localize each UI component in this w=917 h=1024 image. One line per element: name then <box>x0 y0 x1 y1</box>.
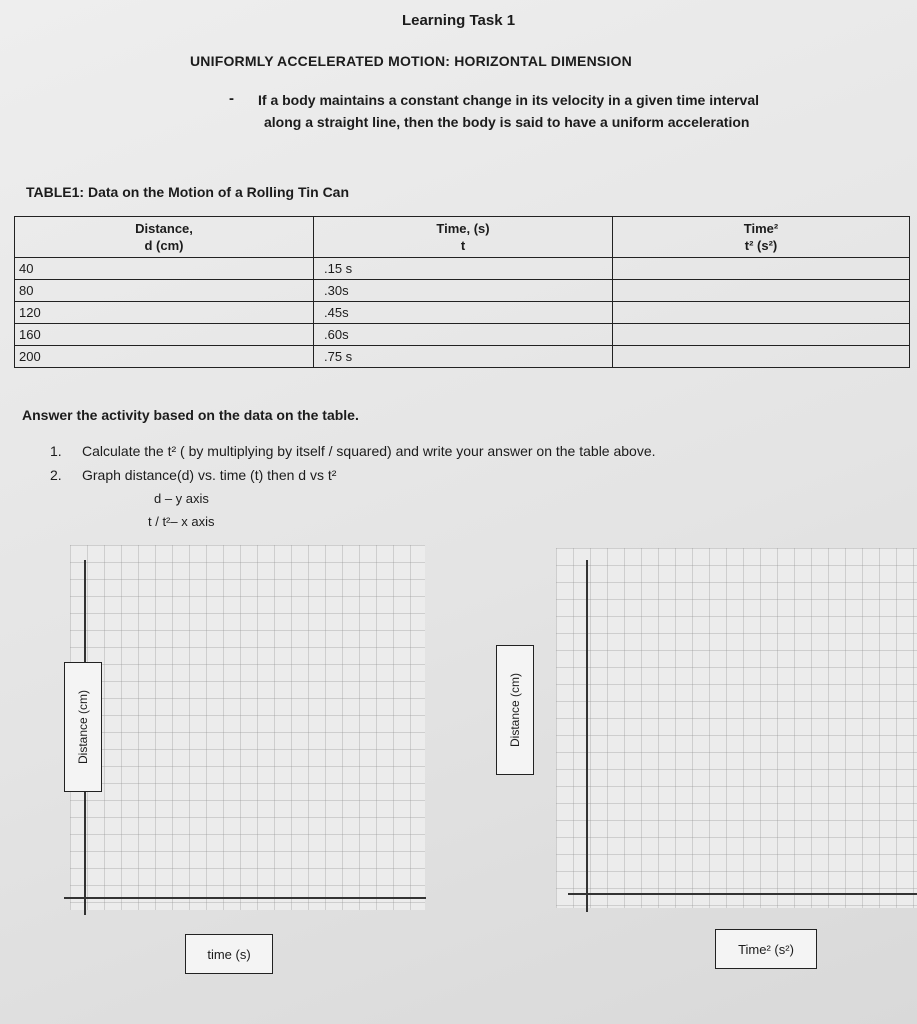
graph-1-y-label: Distance (cm) <box>76 689 91 765</box>
main-heading: UNIFORMLY ACCELERATED MOTION: HORIZONTAL DIMENSION <box>190 53 632 69</box>
bullet-dash: - <box>229 90 234 107</box>
graph-2-y-axis <box>586 560 588 912</box>
header-distance <box>15 217 314 258</box>
cell-time-squared[interactable] <box>613 280 910 302</box>
graph-2-y-label: Distance (cm) <box>508 672 523 748</box>
graph-2-y-label-box <box>496 645 534 775</box>
graph-2-x-label-box <box>715 929 817 969</box>
graph-2-x-label: Time² (s²) <box>738 941 794 957</box>
cell-time-squared[interactable] <box>613 346 910 368</box>
graph-1-y-label-box <box>64 662 102 792</box>
data-table <box>14 216 910 368</box>
cell-time-squared[interactable] <box>613 324 910 346</box>
task-title: Learning Task 1 <box>401 12 516 29</box>
table-row <box>15 324 910 346</box>
cell-distance: 40 <box>15 258 314 280</box>
cell-time: .75 s <box>314 346 613 368</box>
table-row <box>15 280 910 302</box>
header-time-line2: t <box>460 238 466 253</box>
x-axis-note: t / t²– x axis <box>148 514 215 529</box>
header-time-squared <box>613 217 910 258</box>
item-1-number: 1. <box>50 443 62 459</box>
table-row <box>15 346 910 368</box>
definition-text <box>258 89 908 133</box>
graph-1-x-axis <box>64 897 426 899</box>
graph-1-x-label-box <box>185 934 273 974</box>
instructions-heading: Answer the activity based on the data on the table. <box>22 407 359 423</box>
definition-line-1: If a body maintains a constant change in its velocity in a given time interval <box>258 92 760 108</box>
definition-line-2: along a straight line, then the body is said to have a uniform acceleration <box>264 114 750 130</box>
item-2-number: 2. <box>50 467 62 483</box>
cell-time-squared[interactable] <box>613 302 910 324</box>
header-time-squared-line2: t² (s²) <box>744 238 778 253</box>
header-time-line1: Time, (s) <box>436 221 490 236</box>
table-row <box>15 302 910 324</box>
table-header-row <box>15 217 910 258</box>
cell-time: .45s <box>314 302 613 324</box>
table-caption: TABLE1: Data on the Motion of a Rolling Tin Can <box>26 184 350 200</box>
header-distance-line2: d (cm) <box>144 238 184 253</box>
cell-time-squared[interactable] <box>613 258 910 280</box>
graph-1-grid[interactable] <box>70 545 425 910</box>
cell-time: .15 s <box>314 258 613 280</box>
y-axis-note: d – y axis <box>154 491 209 506</box>
cell-distance: 80 <box>15 280 314 302</box>
header-time <box>314 217 613 258</box>
item-1-text: Calculate the t² ( by multiplying by itself / squared) and write your answer on the table above. <box>82 443 656 459</box>
cell-distance: 120 <box>15 302 314 324</box>
cell-time: .30s <box>314 280 613 302</box>
cell-distance: 160 <box>15 324 314 346</box>
header-time-squared-line1: Time² <box>743 221 779 236</box>
graph-2-grid[interactable] <box>556 548 917 908</box>
table-row <box>15 258 910 280</box>
cell-distance: 200 <box>15 346 314 368</box>
header-distance-line1: Distance, <box>135 221 193 236</box>
graph-1-x-label: time (s) <box>207 946 251 962</box>
item-2-text: Graph distance(d) vs. time (t) then d vs t² <box>82 467 337 483</box>
cell-time: .60s <box>314 324 613 346</box>
graph-2-x-axis <box>568 893 917 895</box>
